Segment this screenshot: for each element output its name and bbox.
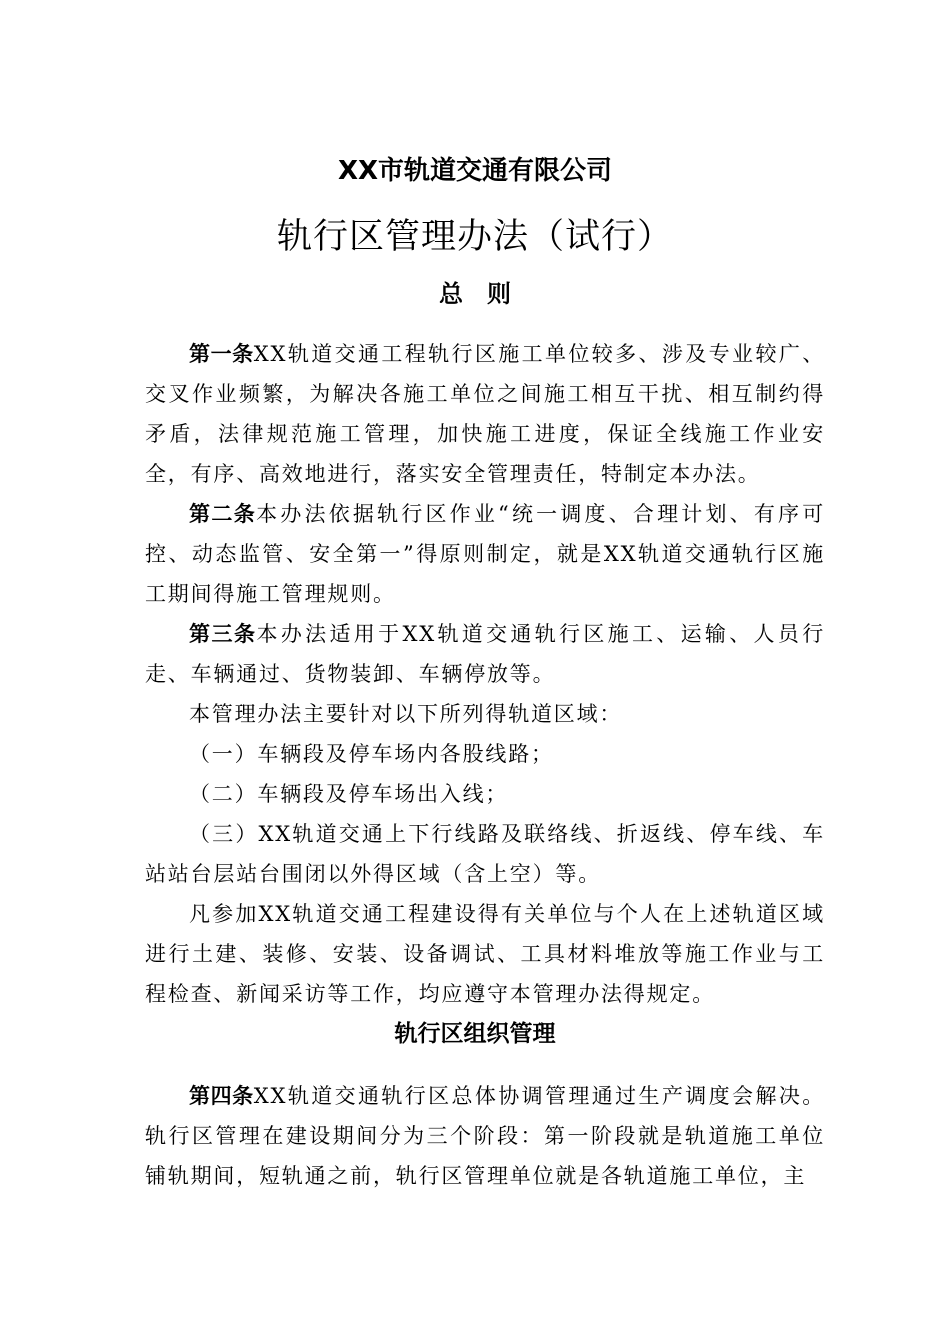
paragraph xyxy=(145,614,825,694)
section-heading-organization: 轨行区组织管理 xyxy=(394,1021,556,1047)
paragraph xyxy=(145,334,825,494)
paragraph-text: （二）车辆段及停车场出入线； xyxy=(189,782,509,806)
paragraph xyxy=(145,1076,825,1196)
company-name: XX市轨道交通有限公司 xyxy=(337,156,613,186)
paragraph xyxy=(145,494,825,614)
article-label: 第一条 xyxy=(189,342,254,366)
paragraph-text: （一）车辆段及停车场内各股线路； xyxy=(189,742,554,766)
body-text-general xyxy=(145,334,825,1014)
paragraph-text: XX轨道交通轨行区总体协调管理通过生产调度会解决。轨行区管理在建设期间分为三个阶段：第一阶段就是轨道施工单位铺轨期间，短轨通之前，轨行区管理单位就是各轨道施工单位，主 xyxy=(145,1084,826,1188)
section-heading-general: 总 则 xyxy=(439,280,511,308)
document-title: 轨行区管理办法（试行） xyxy=(276,217,673,257)
paragraph-text: 本管理办法主要针对以下所列得轨道区域： xyxy=(189,702,623,726)
body-text-organization xyxy=(145,1076,825,1196)
paragraph-text: 本办法适用于XX轨道交通轨行区施工、运输、人员行走、车辆通过、货物装卸、车辆停放等。 xyxy=(145,622,825,686)
article-label: 第三条 xyxy=(189,622,257,646)
paragraph xyxy=(145,894,825,1014)
paragraph-text: XX轨道交通工程轨行区施工单位较多、涉及专业较广、交叉作业频繁，为解决各施工单位之间施工相互干扰、相互制约得矛盾，法律规范施工管理，加快施工进度，保证全线施工作业安全，有序、高效地进行，落实安全管理责任，特制定本办法。 xyxy=(145,342,826,486)
list-item xyxy=(145,814,825,894)
article-label: 第四条 xyxy=(189,1084,254,1108)
list-item xyxy=(145,734,825,774)
paragraph-text: 凡参加XX轨道交通工程建设得有关单位与个人在上述轨道区域进行土建、装修、安装、设备调试、工具材料堆放等施工作业与工程检查、新闻采访等工作，均应遵守本管理办法得规定。 xyxy=(145,902,825,1006)
paragraph xyxy=(145,694,825,734)
paragraph-text: 本办法依据轨行区作业“统一调度、合理计划、有序可控、动态监管、安全第一”得原则制定，就是XX轨道交通轨行区施工期间得施工管理规则。 xyxy=(145,502,826,606)
article-label: 第二条 xyxy=(189,502,257,526)
paragraph-text: （三）XX轨道交通上下行线路及联络线、折返线、停车线、车站站台层站台围闭以外得区域（含上空）等。 xyxy=(145,822,825,886)
list-item xyxy=(145,774,825,814)
